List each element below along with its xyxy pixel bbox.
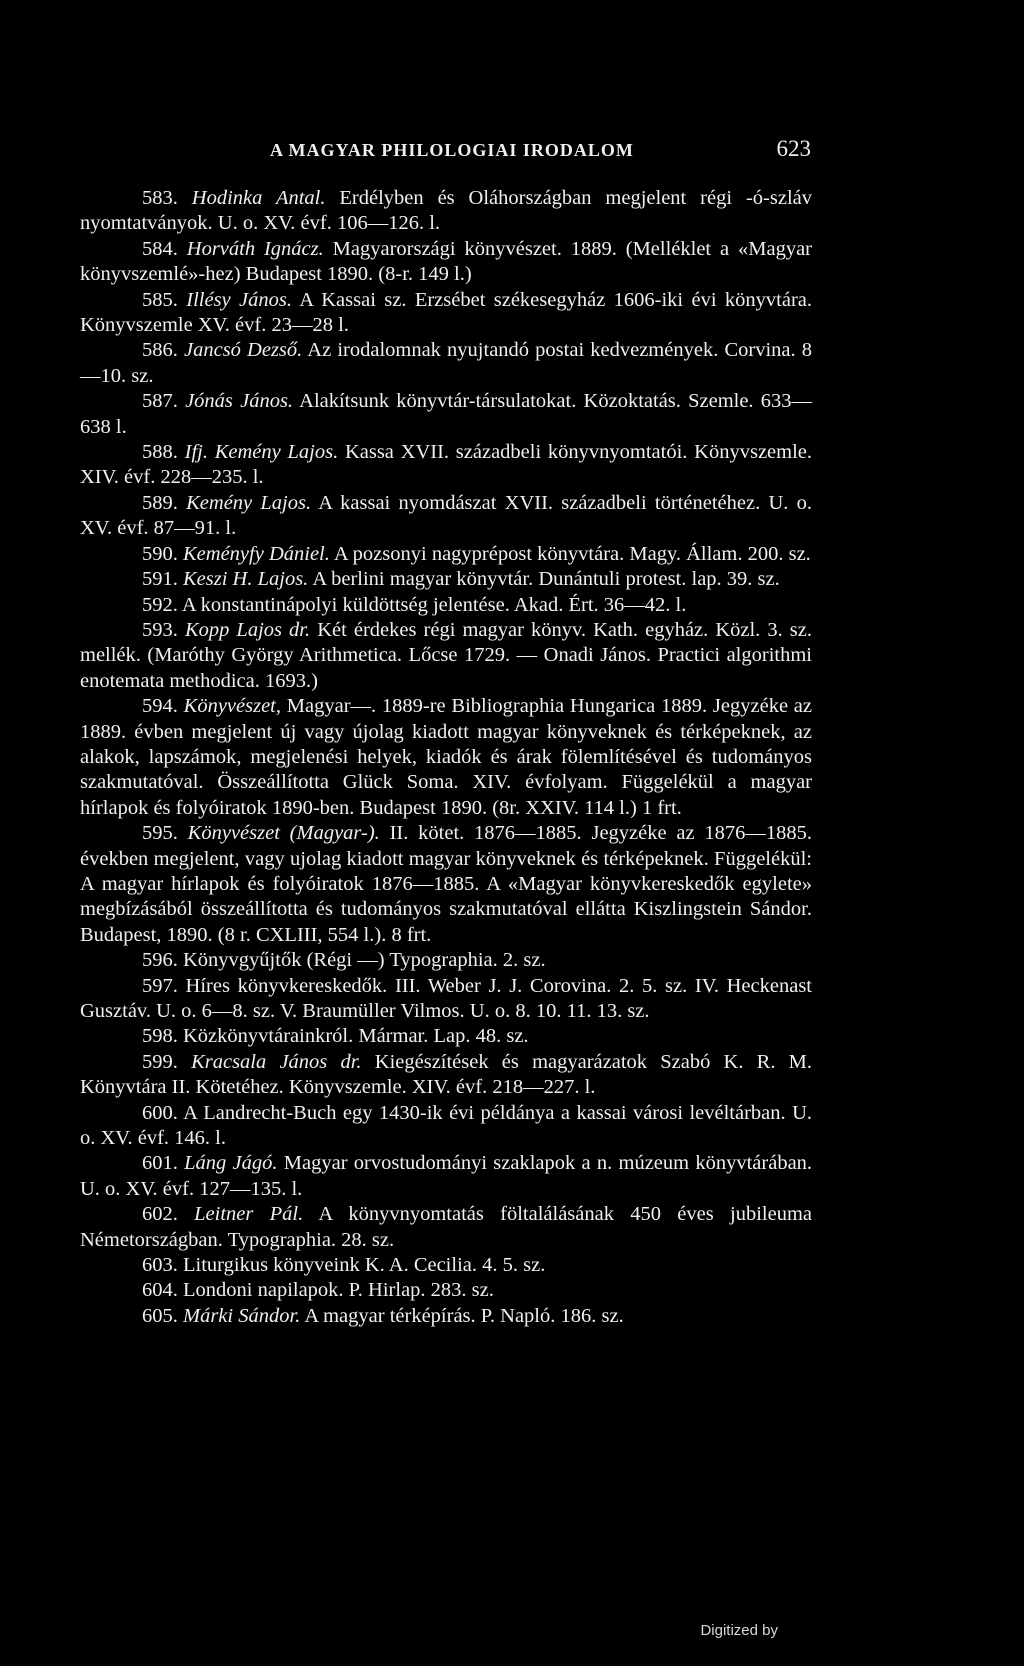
entry-text: Magyar orvostudományi szaklapok a n. múzeum könyvtárában. U. o. XV. évf. 127—135. l. [80,1152,813,1200]
bibliography-entry [80,694,812,821]
entry-text: Könyvgyűjtők (Régi —) Typographia. 2. sz. [183,949,546,972]
entry-text: A pozsonyi nagyprépost könyvtára. Magy. Állam. 200. sz. [333,542,811,565]
entry-author: Könyvészet (Magyar-). [187,822,380,845]
entry-author: Jónás János. [185,390,294,413]
entry-number: 602. [142,1203,178,1226]
entry-number: 584. [142,237,178,260]
entry-author: Jancsó Dezső. [184,339,303,362]
entry-text: Londoni napilapok. P. Hirlap. 283. sz. [183,1279,494,1302]
bibliography-entry [80,1202,812,1253]
entry-text: A kassai nyomdászat XVII. századbeli történetéhez. U. o. XV. évf. 87—91. l. [80,491,812,540]
entry-author: Kemény Lajos. [186,491,312,514]
entry-number: 599. [142,1050,178,1073]
entry-text: Az irodalomnak nyujtandó postai kedvezmények. Corvina. 8—10. sz. [80,339,812,387]
bibliography-entry [80,389,812,440]
entry-text: Két érdekes régi magyar könyv. Kath. egyház. Közl. 3. sz. mellék. (Maróthy György Arithmetica. Lőcse 1729. — Onadi János. Practici algorithmi enotemata methodica. 1693.) [80,618,813,692]
entry-number: 601. [142,1152,178,1175]
entry-number: 591. [142,568,178,591]
entry-text: Kiegészítések és magyarázatok Szabó K. R. M. Könyvtára II. Kötetéhez. Könyvszemle. XIV. évf. 218—227. l. [80,1050,813,1099]
entry-text: Erdélyben és Oláhországban megjelent régi -ó-szláv nyomtatványok. U. o. XV. évf. 106—126. l. [80,187,812,235]
entry-number: 585. [142,288,178,311]
entry-author: Keszi H. Lajos. [183,568,309,591]
entry-number: 589. [142,491,178,514]
entry-author: Keményfy Dániel. [183,542,330,565]
entry-number: 587. [142,390,178,413]
entry-author: Kopp Lajos dr. [184,618,311,641]
entry-number: 604. [142,1279,178,1302]
entry-author: Horváth Ignácz. [186,237,324,260]
entry-text: Kassa XVII. századbeli könyvnyomtatói. Könyvszemle. XIV. évf. 228—235. l. [80,441,813,489]
entry-text: II. kötet. 1876—1885. Jegyzéke az 1876—1885. években megjelent, vagy ujolag kiadott magyar könyveknek és térképeknek. Függelékül: A magyar hírlapok és folyóiratok 1876—1885. A «Magyar könyvkereskedők egylete» megbízásából összeállította és tudományos szakmutatóval ellátta Kiszlingstein Sándor. Budapest, 1890. (8 r. CXLIII, 554 l.). 8 frt. [80,822,812,946]
bibliography-entry [80,288,812,339]
bibliography-entry [80,1050,812,1101]
bibliography-entry [80,1304,812,1329]
entry-text: Híres könyvkereskedők. III. Weber J. J. Corovina. 2. 5. sz. IV. Heckenast Gusztáv. U. o. 6—8. sz. V. Braumüller Vilmos. U. o. 8. 10. 11. 13. sz. [80,974,813,1022]
bibliography-entry [80,1278,812,1303]
entry-number: 593. [142,618,178,641]
entry-text: Liturgikus könyveink K. A. Cecilia. 4. 5. sz. [183,1254,546,1277]
entry-number: 596. [142,949,178,972]
entry-author: Hodinka Antal. [191,187,326,209]
entry-number: 592. [142,593,178,616]
entry-text: Magyarországi könyvészet. 1889. (Melléklet a «Magyar könyvszemlé»-hez) Budapest 1890. (8-r. 149 l.) [80,237,813,286]
bibliography-entry [80,186,812,237]
bibliography-entry [80,1253,812,1278]
entry-text: A magyar térképírás. P. Napló. 186. sz. [304,1304,624,1327]
entry-text: A Landrecht-Buch egy 1430-ik évi példánya a kassai városi levéltárban. U. o. XV. évf. 146. l. [80,1101,813,1150]
bibliography-entry [80,1151,812,1202]
entry-author: Ifj. Kemény Lajos. [184,441,339,464]
entry-number: 605. [142,1304,178,1327]
bibliography-entry [80,593,812,618]
entry-text: Magyar—. 1889-re Bibliographia Hungarica 1889. Jegyzéke az 1889. évben megjelent új vagy újolag kiadott magyar könyveknek és térképeknek, az alakok, lapszámok, megjelenési helyek, kiadók és árak fölemlítésével és tudományos szakmutatóval. Összeállította Glück Soma. XIV. évfolyam. Függelékül a magyar hírlapok és folyóiratok 1890-ben. Budapest 1890. (8r. XXIV. 114 l.) 1 frt. [80,695,813,819]
running-header [270,136,811,161]
bibliography-entry [80,821,812,948]
entry-number: 598. [142,1025,178,1048]
bibliography-entry [80,1024,812,1049]
bibliography-entry [80,974,812,1025]
entry-author: Leitner Pál. [194,1203,304,1226]
bibliography-entry [80,1101,812,1152]
bibliography-entry [80,237,812,288]
bibliography-entry [80,440,812,491]
bibliography-entry [80,542,812,567]
entry-number: 595. [142,822,178,845]
entry-number: 583. [142,187,178,209]
entry-author: Láng Jágó. [184,1152,278,1175]
entry-number: 588. [142,441,178,464]
entry-author: Könyvészet, [183,695,281,718]
entry-number: 594. [142,695,178,718]
entry-author: Márki Sándor. [183,1304,301,1327]
bibliography-list [80,186,812,1329]
bibliography-entry [80,491,812,542]
page-number: 623 [776,136,811,161]
entry-number: 590. [142,542,178,565]
entry-text: A könyvnyomtatás föltalálásának 450 éves jubileuma Németországban. Typographia. 28. sz. [80,1203,812,1251]
entry-author: Illésy János. [186,288,292,311]
entry-text: A konstantinápolyi küldöttség jelentése. Akad. Ért. 36—42. l. [181,593,687,616]
bibliography-entry [80,567,812,592]
bibliography-entry [80,338,812,389]
entry-text: A berlini magyar könyvtár. Dunántuli protest. lap. 39. sz. [312,568,780,591]
entry-text: A Kassai sz. Erzsébet székesegyház 1606-iki évi könyvtára. Könyvszemle XV. évf. 23—28 l. [80,288,812,337]
entry-author: Kracsala János dr. [191,1050,362,1073]
entry-number: 603. [142,1254,178,1277]
digitized-by-watermark: Digitized by [700,1622,778,1639]
entry-number: 600. [142,1101,178,1124]
bibliography-entry [80,948,812,973]
entry-text: Közkönyvtárainkról. Mármar. Lap. 48. sz. [183,1025,529,1048]
entry-number: 597. [142,974,178,997]
running-title: A MAGYAR PHILOLOGIAI IRODALOM [270,140,634,160]
bibliography-entry [80,618,812,694]
entry-number: 586. [142,339,178,362]
entry-text: Alakítsunk könyvtár-társulatokat. Közoktatás. Szemle. 633—638 l. [80,390,813,438]
